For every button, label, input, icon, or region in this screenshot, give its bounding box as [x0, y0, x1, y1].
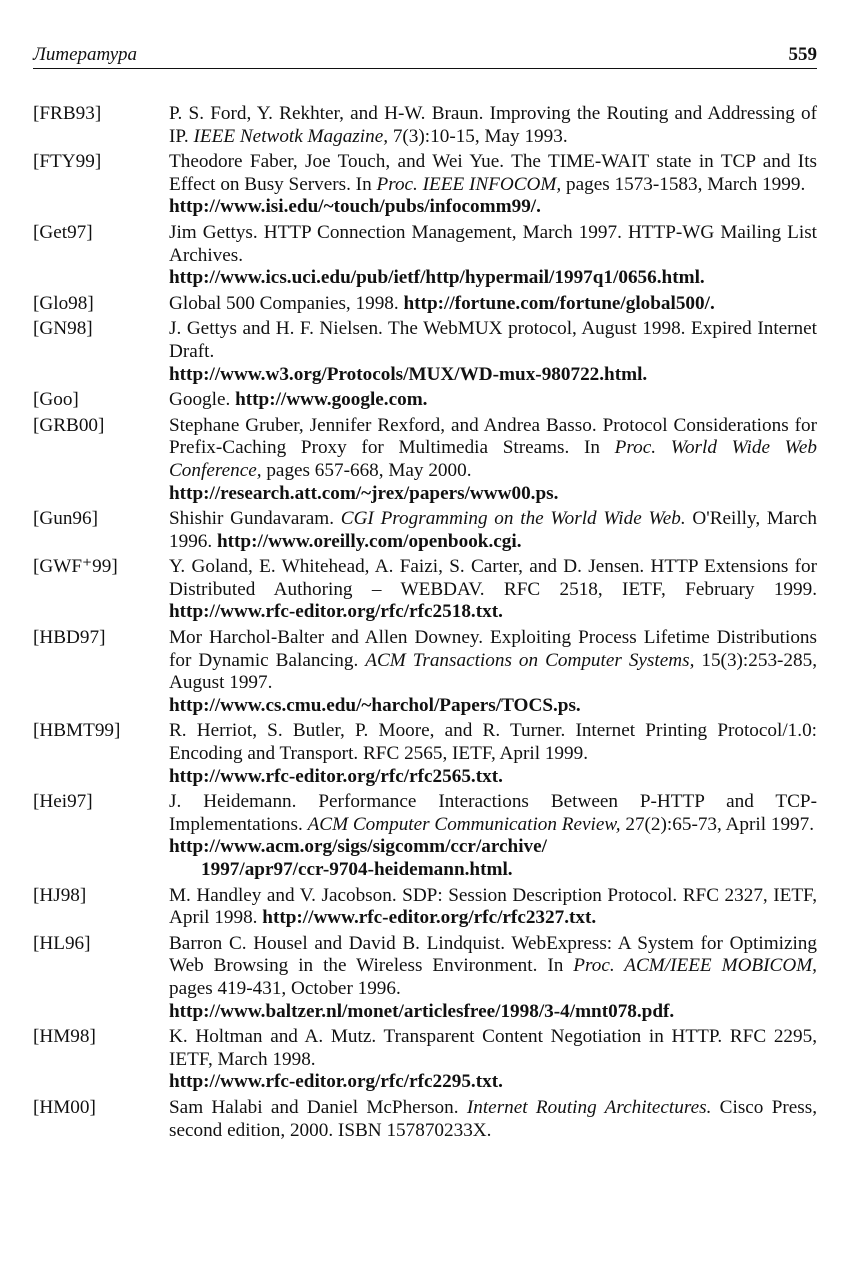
reference-entry [33, 508, 817, 553]
reference-key: [GN98] [33, 318, 93, 340]
reference-url[interactable]: http://fortune.com/fortune/global500/. [403, 292, 715, 314]
reference-text: Barron C. Housel and David B. Lindquist. WebExpress: A System for Optimizing Web Browsing in the Wireless Environment. In Proc. ACM/IEEE MOBICOM, pages 419-431, October 1996. http://www.baltzer.nl/monet/articlesfree/1998/3-4/mnt078.pdf. [169, 932, 817, 1022]
running-title: Литература [33, 44, 137, 65]
reference-url[interactable]: http://research.att.com/~jrex/papers/www00.ps. [169, 482, 559, 504]
reference-key: [HJ98] [33, 884, 87, 906]
reference-url[interactable]: http://www.ics.uci.edu/pub/ietf/http/hypermail/1997q1/0656.html. [169, 267, 705, 289]
reference-entry [33, 720, 817, 788]
reference-url[interactable]: http://www.isi.edu/~touch/pubs/infocomm99/. [169, 196, 541, 218]
reference-text: Stephane Gruber, Jennifer Rexford, and Andrea Basso. Protocol Considerations for Prefix-Caching Proxy for Multimedia Streams. In Proc. World Wide Web Conference, pages 657-668, May 2000. http://research.att.com/~jrex/papers/www00.ps. [169, 414, 817, 504]
reference-key: [HL96] [33, 932, 91, 954]
reference-text: J. Heidemann. Performance Interactions Between P-HTTP and TCP-Implementations. ACM Computer Communication Review, 27(2):65-73, April 1997. http://www.acm.org/sigs/sigcomm/ccr/archive/ 1997/apr97/ccr-9704-heidemann.html. [169, 791, 817, 880]
reference-entry [33, 1026, 817, 1094]
reference-entry [33, 389, 817, 412]
reference-key: [FRB93] [33, 103, 102, 124]
reference-key: [HBMT99] [33, 720, 121, 742]
reference-url[interactable]: http://www.oreilly.com/openbook.cgi. [216, 530, 522, 552]
reference-key: [FTY99] [33, 151, 102, 173]
reference-text: R. Herriot, S. Butler, P. Moore, and R. Turner. Internet Printing Protocol/1.0: Encoding and Transport. RFC 2565, IETF, April 1999. http://www.rfc-editor.org/rfc/rfc2565.txt. [169, 720, 817, 787]
page-number: 559 [788, 44, 817, 65]
reference-text: M. Handley and V. Jacobson. SDP: Session Description Protocol. RFC 2327, IETF, April 1998. http://www.rfc-editor.org/rfc/rfc2327.txt. [169, 884, 817, 929]
reference-url[interactable]: http://www.acm.org/sigs/sigcomm/ccr/archive/ [169, 836, 547, 858]
reference-key: [Get97] [33, 221, 93, 243]
reference-text: Y. Goland, E. Whitehead, A. Faizi, S. Carter, and D. Jensen. HTTP Extensions for Distributed Authoring – WEBDAV. RFC 2518, IETF, February 1999. http://www.rfc-editor.org/rfc/rfc2518.txt. [169, 556, 817, 623]
reference-key: [HM00] [33, 1096, 96, 1118]
reference-entry [33, 1097, 817, 1142]
reference-url[interactable]: http://www.w3.org/Protocols/MUX/WD-mux-980722.html. [169, 363, 648, 385]
reference-list [33, 103, 817, 1145]
reference-text: K. Holtman and A. Mutz. Transparent Content Negotiation in HTTP. RFC 2295, IETF, March 1998. http://www.rfc-editor.org/rfc/rfc2295.txt. [169, 1026, 817, 1093]
reference-url[interactable]: http://www.google.com. [235, 389, 428, 411]
reference-key: [GRB00] [33, 414, 105, 436]
reference-key: [HBD97] [33, 627, 106, 649]
reference-key: [GWF⁺99] [33, 556, 118, 578]
reference-text: Google. http://www.google.com. [169, 389, 428, 411]
reference-entry [33, 627, 817, 717]
reference-text: Global 500 Companies, 1998. http://fortune.com/fortune/global500/. [169, 292, 715, 314]
reference-key: [Gun96] [33, 508, 99, 530]
reference-key: [Hei97] [33, 791, 93, 813]
reference-text: Mor Harchol-Balter and Allen Downey. Exploiting Process Lifetime Distributions for Dynamic Balancing. ACM Transactions on Computer Systems, 15(3):253-285, August 1997. http://www.cs.cmu.edu/~harchol/Papers/TOCS.ps. [169, 627, 818, 716]
reference-text: Jim Gettys. HTTP Connection Management, March 1997. HTTP-WG Mailing List Archives. http://www.ics.uci.edu/pub/ietf/http/hypermail/1997q1/0656.html. [169, 221, 817, 289]
reference-entry [33, 151, 817, 219]
reference-text: Shishir Gundavaram. CGI Programming on the World Wide Web. O'Reilly, March 1996. http://www.oreilly.com/openbook.cgi. [169, 508, 817, 552]
reference-entry [33, 885, 817, 930]
reference-key: [Glo98] [33, 292, 94, 314]
reference-url[interactable]: http://www.baltzer.nl/monet/articlesfree/1998/3-4/mnt078.pdf. [169, 1000, 675, 1022]
reference-url[interactable]: http://www.rfc-editor.org/rfc/rfc2518.txt. [169, 601, 503, 623]
reference-text: P. S. Ford, Y. Rekhter, and H-W. Braun. Improving the Routing and Addressing of IP. IEEE Netwotk Magazine, 7(3):10-15, May 1993. [169, 103, 817, 147]
reference-url[interactable]: http://www.cs.cmu.edu/~harchol/Papers/TOCS.ps. [169, 694, 581, 716]
reference-key: [Goo] [33, 389, 79, 411]
reference-text: Sam Halabi and Daniel McPherson. Internet Routing Architectures. Cisco Press, second edition, 2000. ISBN 157870233X. [169, 1096, 818, 1141]
reference-entry [33, 556, 817, 624]
reference-entry [33, 318, 817, 386]
reference-entry [33, 103, 817, 148]
reference-url[interactable]: http://www.rfc-editor.org/rfc/rfc2327.txt. [262, 907, 597, 929]
reference-text: J. Gettys and H. F. Nielsen. The WebMUX protocol, August 1998. Expired Internet Draft. http://www.w3.org/Protocols/MUX/WD-mux-980722.html. [169, 318, 817, 385]
reference-text: Theodore Faber, Joe Touch, and Wei Yue. The TIME-WAIT state in TCP and Its Effect on Busy Servers. In Proc. IEEE INFOCOM, pages 1573-1583, March 1999. http://www.isi.edu/~touch/pubs/infocomm99/. [169, 151, 817, 218]
reference-entry [33, 791, 817, 881]
reference-entry [33, 415, 817, 505]
reference-url[interactable]: http://www.rfc-editor.org/rfc/rfc2295.txt. [169, 1071, 503, 1093]
reference-entry [33, 293, 817, 316]
reference-entry [33, 222, 817, 290]
running-header [33, 44, 817, 69]
reference-url-continued[interactable]: 1997/apr97/ccr-9704-heidemann.html. [201, 859, 513, 880]
reference-key: [HM98] [33, 1026, 96, 1048]
reference-url[interactable]: http://www.rfc-editor.org/rfc/rfc2565.txt. [169, 765, 503, 787]
reference-entry [33, 933, 817, 1023]
